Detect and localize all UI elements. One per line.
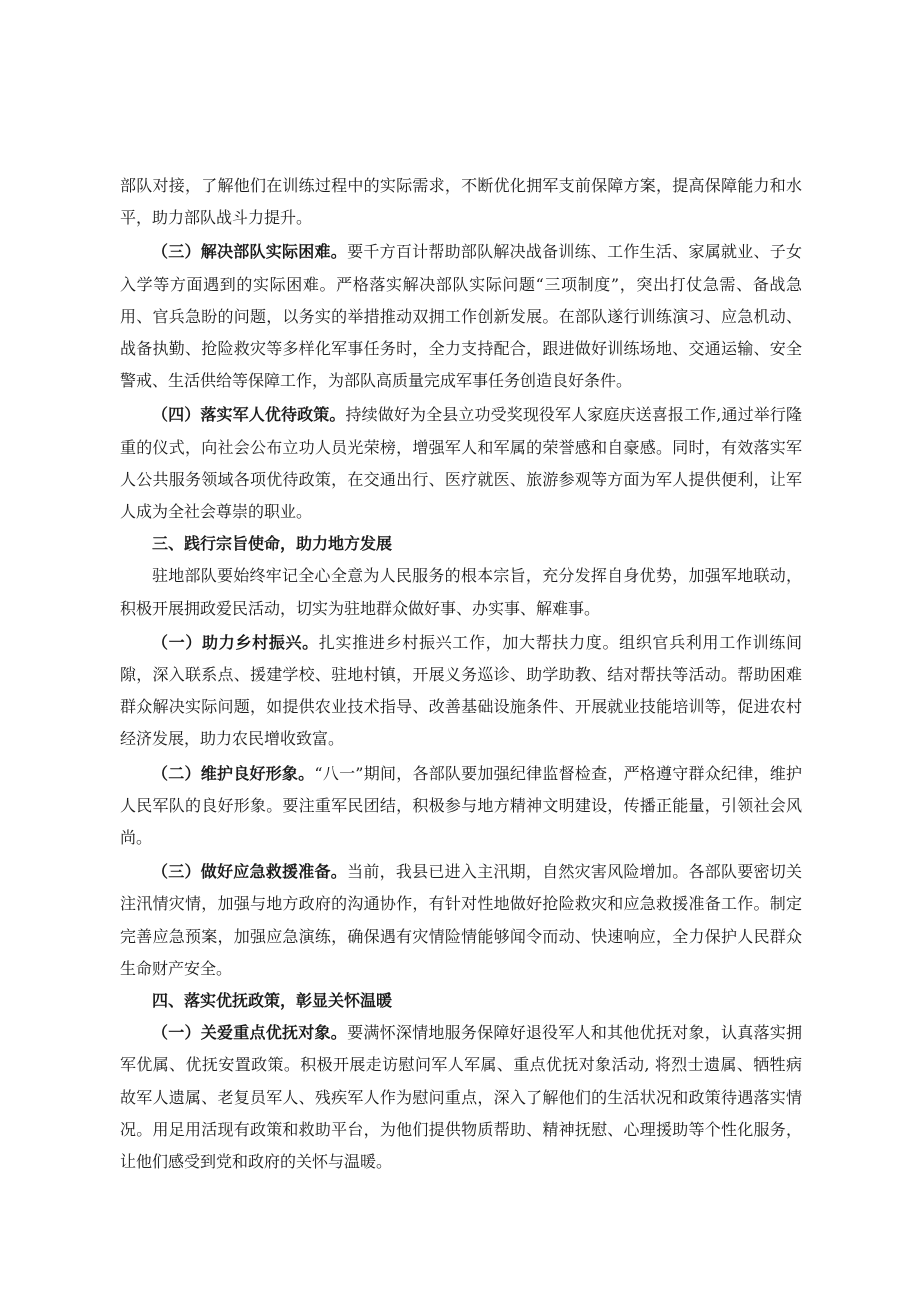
paragraph-resolve-difficulties <box>120 236 802 397</box>
paragraph-text: 要千方百计帮助部队解决战备训练、工作生活、家属就业、子女入学等方面遇到的实际困难。严格落实解决部队实际问题“三项制度”，突出打仗急需、备战急用、官兵急盼的问题，以务实的举措推动双拥工作创新发展。在部队遂行训练演习、应急机动、战备执勤、抢险救灾等多样化军事任务时，全力支持配合，跟进做好训练场地、交通运输、安全警戒、生活供给等保障工作，为部队高质量完成军事任务创造良好条件。 <box>120 242 802 391</box>
paragraph-continuation <box>120 170 802 234</box>
paragraph-text: “八一”期间，各部队要加强纪律监督检查，严格遵守群众纪律，维护人民军队的良好形象。要注重军民团结，积极参与地方精神文明建设，传播正能量，引领社会风尚。 <box>120 763 802 848</box>
paragraph-text: 要满怀深情地服务保障好退役军人和其他优抚对象，认真落实拥军优属、优抚安置政策。积极开展走访慰问军人军属、重点优抚对象活动, 将烈士遗属、牺牲病故军人遗属、老复员军人、残疾军人作为慰问重点，深入了解他们的生活状况和政策待遇落实情况。用足用活现有政策和救助平台，为他们提供物质帮助、精神抚慰、心理援助等个性化服务，让他们感受到党和政府的关怀与温暖。 <box>120 1023 802 1172</box>
section-heading-3: 三、践行宗旨使命，助力地方发展 <box>152 534 393 554</box>
paragraph-text: 持续做好为全县立功受奖现役军人家庭庆送喜报工作,通过举行隆重的仪式，向社会公布立功人员光荣榜，增强军人和军属的荣誉感和自豪感。同时，有效落实军人公共服务领域各项优待政策，在交通出行、医疗就医、旅游参观等方面为军人提供便利，让军人成为全社会尊崇的职业。 <box>120 405 802 522</box>
paragraph-lead: （三）做好应急救援准备。 <box>152 862 348 882</box>
paragraph-section-3-intro <box>120 560 802 624</box>
paragraph-text: 部队对接，了解他们在训练过程中的实际需求，不断优化拥军支前保障方案，提高保障能力和水平，助力部队战斗力提升。 <box>120 176 802 228</box>
paragraph-care-key-recipients <box>120 1017 802 1178</box>
paragraph-preferential-policy <box>120 399 802 528</box>
paragraph-lead: （四）落实军人优待政策。 <box>152 405 346 425</box>
paragraph-rural-revitalization <box>120 627 802 756</box>
paragraph-emergency-rescue <box>120 856 802 985</box>
document-body <box>120 170 802 1178</box>
paragraph-text: 扎实推进乡村振兴工作，加大帮扶力度。组织官兵利用工作训练间隙，深入联系点、援建学校、驻地村镇，开展义务巡诊、助学助教、结对帮扶等活动。帮助困难群众解决实际问题，如提供农业技术指导、改善基础设施条件、开展就业技能培训等，促进农村经济发展，助力农民增收致富。 <box>120 632 802 749</box>
paragraph-text: 驻地部队要始终牢记全心全意为人民服务的根本宗旨，充分发挥自身优势，加强军地联动，积极开展拥政爱民活动，切实为驻地群众做好事、办实事、解难事。 <box>120 566 802 618</box>
paragraph-lead: （三）解决部队实际困难。 <box>152 242 348 262</box>
paragraph-text: 当前，我县已进入主汛期，自然灾害风险增加。各部队要密切关注汛情灾情，加强与地方政府的沟通协作，有针对性地做好抢险救灾和应急救援准备工作。制定完善应急预案，加强应急演练，确保遇有灾情险情能够闻令而动、快速响应，全力保护人民群众生命财产安全。 <box>120 862 802 978</box>
paragraph-lead: （一）助力乡村振兴。 <box>152 632 319 652</box>
section-heading-4: 四、落实优抚政策，彰显关怀温暖 <box>152 991 393 1011</box>
paragraph-lead: （一）关爱重点优抚对象。 <box>152 1023 348 1043</box>
paragraph-lead: （二）维护良好形象。 <box>152 763 315 783</box>
paragraph-good-image <box>120 758 802 855</box>
